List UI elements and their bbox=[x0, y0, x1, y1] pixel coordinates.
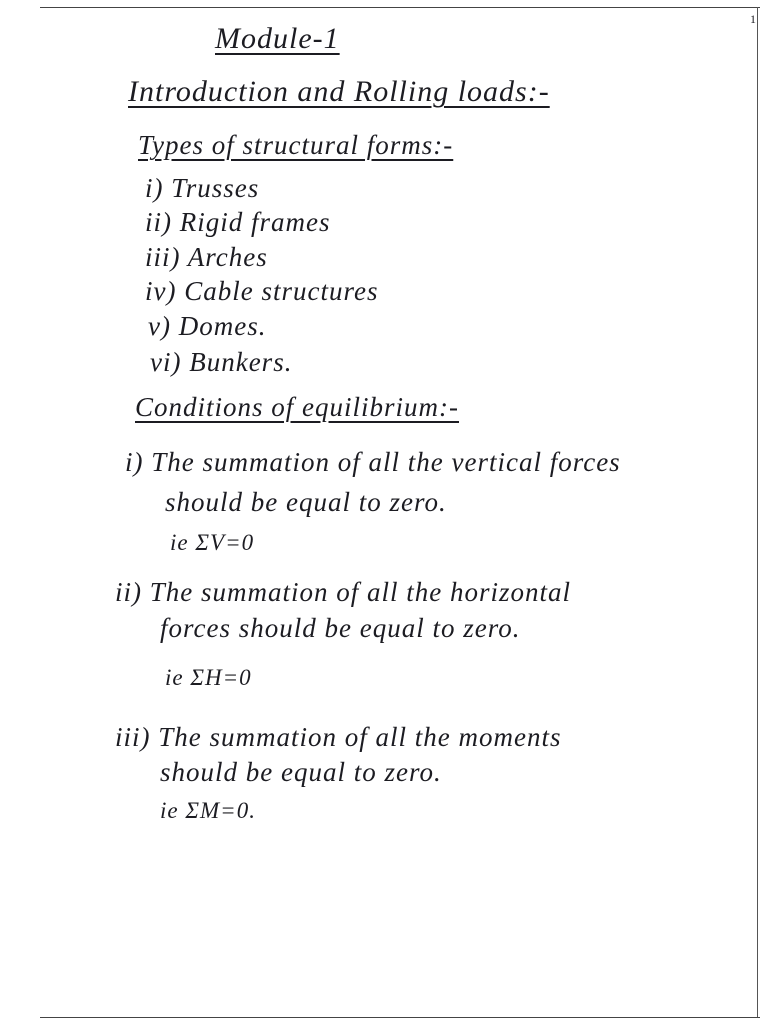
page-number: 1 bbox=[750, 12, 756, 26]
equation: ie ΣM=0. bbox=[160, 798, 256, 823]
main-heading: Introduction and Rolling loads:- bbox=[128, 75, 550, 108]
condition-line: i) The summation of all the vertical forces bbox=[125, 447, 621, 477]
list-item: vi) Bunkers. bbox=[150, 347, 293, 377]
list-item: iii) Arches bbox=[145, 242, 268, 272]
list-item: ii) Rigid frames bbox=[145, 207, 331, 237]
condition-line: forces should be equal to zero. bbox=[160, 613, 521, 643]
equation: ie ΣV=0 bbox=[170, 530, 255, 555]
list-item: i) Trusses bbox=[145, 173, 260, 203]
condition-line: ii) The summation of all the horizontal bbox=[115, 577, 572, 607]
condition-line: should be equal to zero. bbox=[160, 757, 442, 787]
equilibrium-heading: Conditions of equilibrium:- bbox=[135, 392, 459, 422]
page-border-top bbox=[40, 7, 760, 8]
condition-line: should be equal to zero. bbox=[165, 487, 447, 517]
module-title: Module-1 bbox=[215, 22, 340, 55]
list-item: iv) Cable structures bbox=[145, 276, 379, 306]
page-border-right bbox=[757, 7, 758, 1017]
types-heading: Types of structural forms:- bbox=[138, 130, 454, 160]
condition-line: iii) The summation of all the moments bbox=[115, 722, 562, 752]
equation: ie ΣH=0 bbox=[165, 665, 252, 690]
page-border-bottom bbox=[40, 1017, 760, 1018]
list-item: v) Domes. bbox=[148, 311, 267, 341]
